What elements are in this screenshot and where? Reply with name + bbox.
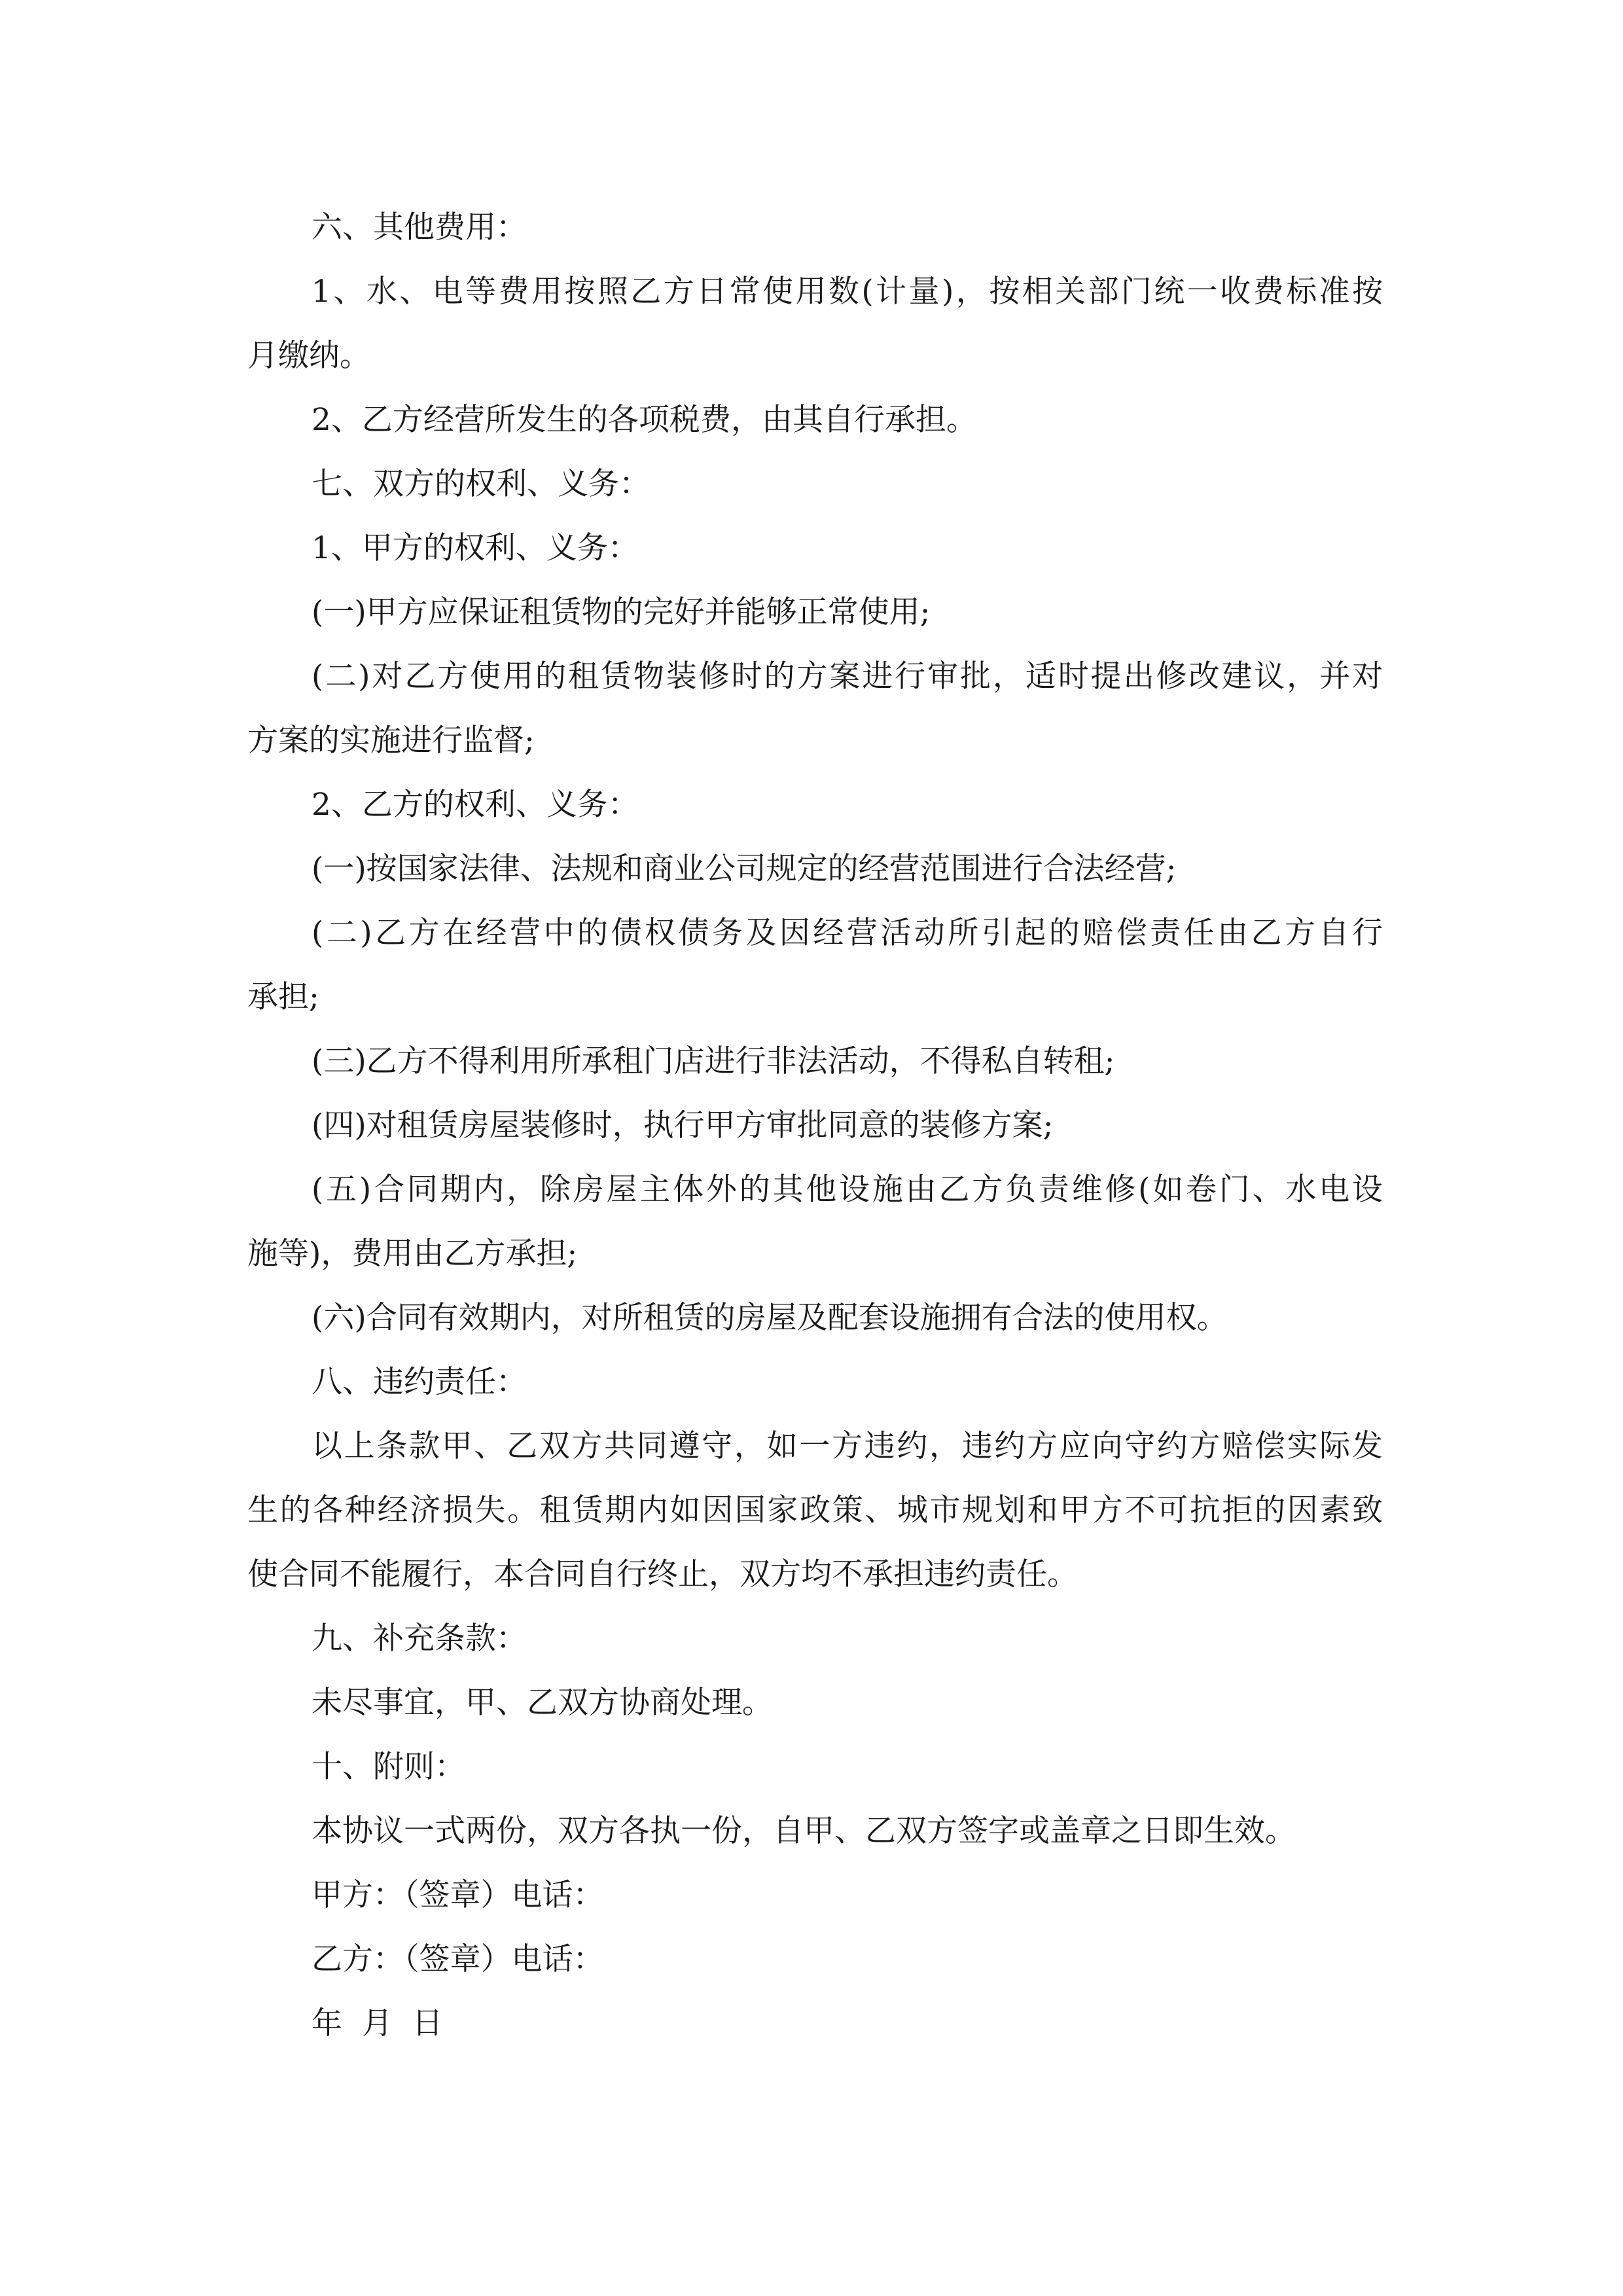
clause-7-2-b-line-2: 承担; bbox=[247, 979, 319, 1015]
clause-7-1-b-line-1: (二)对乙方使用的租赁物装修时的方案进行审批，适时提出修改建议，并对 bbox=[312, 658, 1383, 694]
clause-7-2-d: (四)对租赁房屋装修时，执行甲方审批同意的装修方案; bbox=[312, 1107, 1054, 1143]
section-6-heading: 六、其他费用： bbox=[312, 209, 527, 245]
clause-7-1-b-line-2: 方案的实施进行监督; bbox=[247, 723, 535, 759]
clause-7-2-heading: 2、乙方的权利、义务： bbox=[312, 787, 639, 823]
section-7-heading: 七、双方的权利、义务： bbox=[312, 466, 650, 502]
section-8-text-line-1: 以上条款甲、乙双方共同遵守，如一方违约，违约方应向守约方赔偿实际发 bbox=[312, 1428, 1383, 1464]
section-8-text-line-2: 生的各种经济损失。租赁期内如因国家政策、城市规划和甲方不可抗拒的因素致 bbox=[247, 1492, 1383, 1528]
section-9-text: 未尽事宜，甲、乙双方协商处理。 bbox=[312, 1685, 773, 1721]
clause-7-2-c: (三)乙方不得利用所承租门店进行非法活动，不得私自转租; bbox=[312, 1043, 1115, 1079]
clause-7-2-f: (六)合同有效期内，对所租赁的房屋及配套设施拥有合法的使用权。 bbox=[312, 1300, 1228, 1336]
party-a-signature-line: 甲方：（签章）电话： bbox=[312, 1877, 604, 1913]
section-9-heading: 九、补充条款： bbox=[312, 1621, 527, 1657]
section-8-heading: 八、违约责任： bbox=[312, 1364, 527, 1400]
clause-6-1-line-2: 月缴纳。 bbox=[247, 338, 370, 374]
clause-7-1-heading: 1、甲方的权利、义务： bbox=[312, 530, 639, 566]
date-line: 年 月 日 bbox=[312, 2005, 443, 2041]
clause-7-2-e-line-2: 施等)，费用由乙方承担; bbox=[247, 1236, 578, 1272]
clause-6-1-line-1: 1、水、电等费用按照乙方日常使用数(计量)，按相关部门统一收费标准按 bbox=[312, 274, 1383, 310]
clause-7-2-b-line-1: (二)乙方在经营中的债权债务及因经营活动所引起的赔偿责任由乙方自行 bbox=[312, 915, 1383, 951]
section-10-text: 本协议一式两份，双方各执一份，自甲、乙双方签字或盖章之日即生效。 bbox=[312, 1813, 1296, 1849]
clause-7-2-e-line-1: (五)合同期内，除房屋主体外的其他设施由乙方负责维修(如卷门、水电设 bbox=[312, 1172, 1383, 1208]
section-10-heading: 十、附则： bbox=[312, 1749, 465, 1785]
party-b-signature-line: 乙方：（签章）电话： bbox=[312, 1941, 604, 1977]
section-8-text-line-3: 使合同不能履行，本合同自行终止，双方均不承担违约责任。 bbox=[247, 1556, 1078, 1592]
clause-7-1-a: (一)甲方应保证租赁物的完好并能够正常使用; bbox=[312, 594, 931, 630]
clause-7-2-a: (一)按国家法律、法规和商业公司规定的经营范围进行合法经营; bbox=[312, 851, 1177, 887]
clause-6-2: 2、乙方经营所发生的各项税费，由其自行承担。 bbox=[312, 402, 977, 438]
